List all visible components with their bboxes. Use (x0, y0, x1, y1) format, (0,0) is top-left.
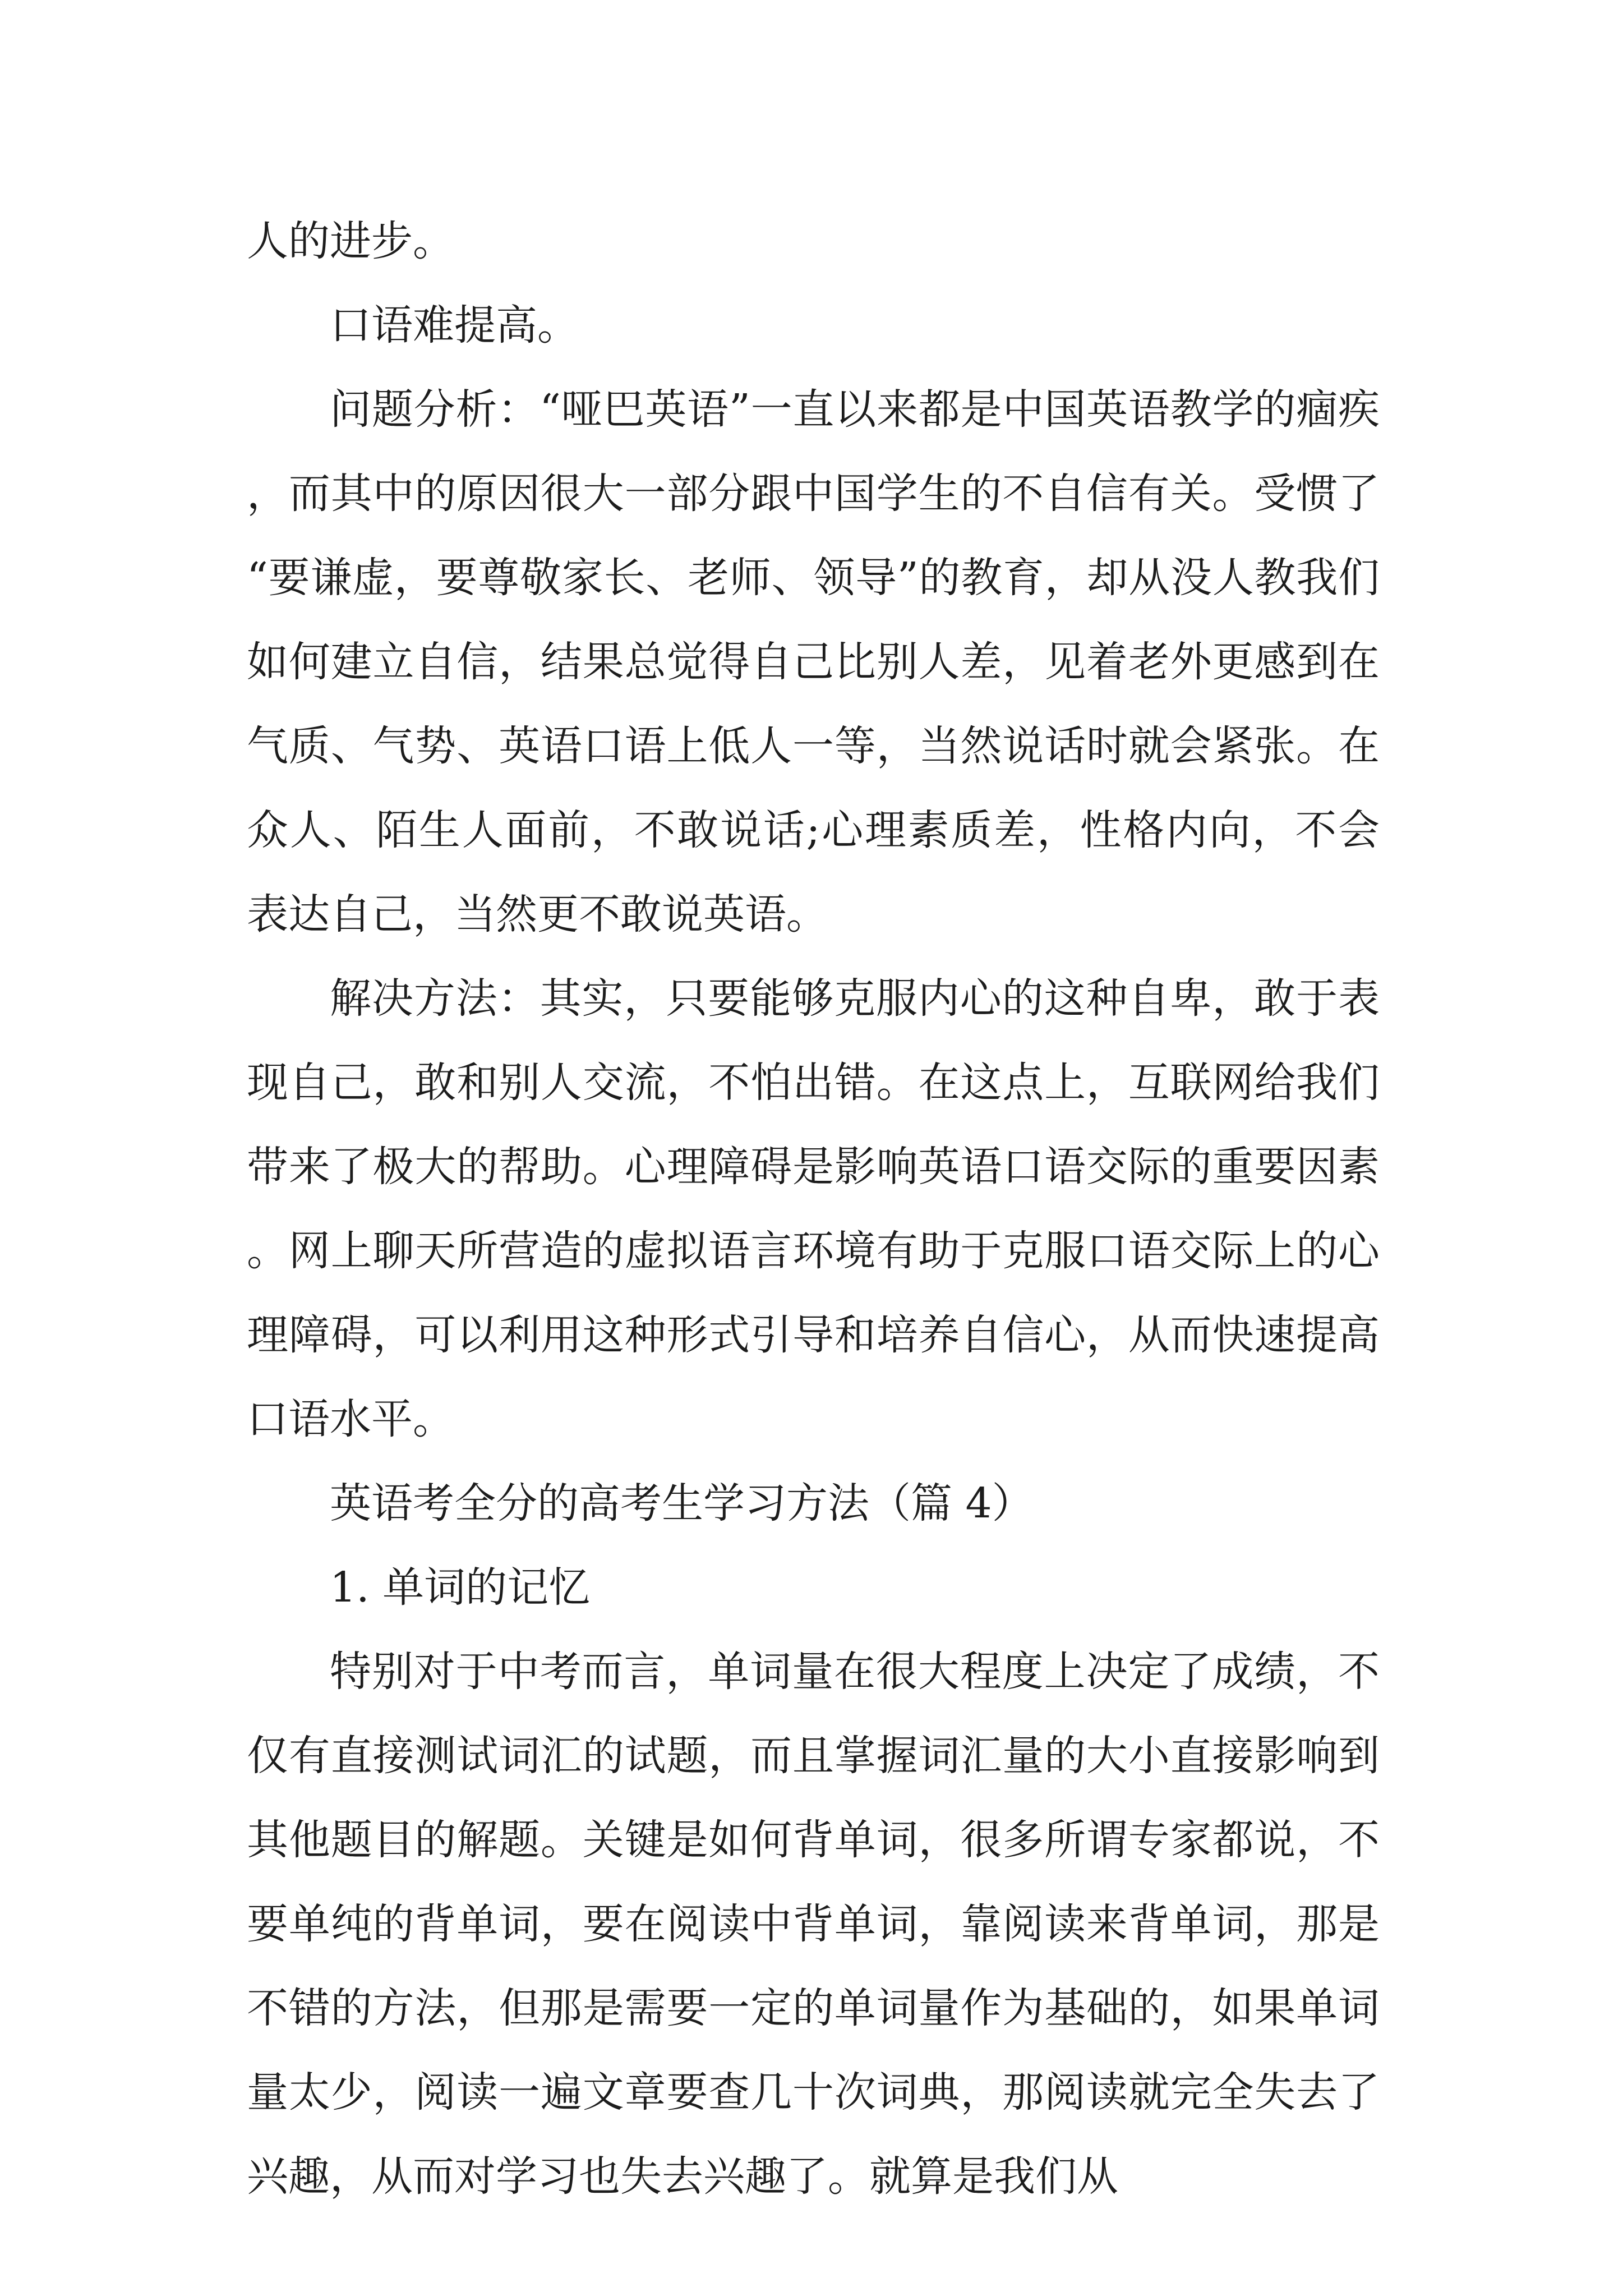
paragraph-topic-speaking: 口语难提高。 (330, 301, 579, 349)
paragraph-problem-analysis: 问题分析：“哑巴英语”一直以来都是中国英语教学的痼疾，而其中的原因很大一部分跟中国学生的不自信有关。受惯了“要谦虚，要尊敬家长、老师、领导”的教育，却从没人教我们如何建立自信，结果总觉得自己比别人差，见着老外更感到在气质、气势、英语口语上低人一等，当然说话时就会紧张。在众人、陌生人面前，不敢说话;心理素质差，性格内向，不会表达自己，当然更不敢说英语。 (247, 385, 1380, 938)
paragraph-solution: 解决方法：其实，只要能够克服内心的这种自卑，敢于表现自己，敢和别人交流，不怕出错。在这点上，互联网给我们带来了极大的帮助。心理障碍是影响英语口语交际的重要因素。网上聊天所营造的虚拟语言环境有助于克服口语交际上的心理障碍，可以利用这种形式引导和培养自信心，从而快速提高口语水平。 (247, 974, 1380, 1443)
subsection-heading: 1. 单词的记忆 (330, 1563, 591, 1612)
paragraph-vocabulary: 特别对于中考而言，单词量在很大程度上决定了成绩，不仅有直接测试词汇的试题，而且掌握词汇量的大小直接影响到其他题目的解题。关键是如何背单词，很多所谓专家都说，不要单纯的背单词，要在阅读中背单词，靠阅读来背单词，那是不错的方法，但那是需要一定的单词量作为基础的，如果单词量太少，阅读一遍文章要查几十次词典，那阅读就完全失去了兴趣，从而对学习也失去兴趣了。就算是我们从 (247, 1648, 1380, 2201)
section-heading: 英语考全分的高考生学习方法（篇 4） (330, 1479, 1034, 1527)
paragraph-continuation: 人的进步。 (247, 217, 454, 265)
document-body (247, 199, 1380, 2219)
